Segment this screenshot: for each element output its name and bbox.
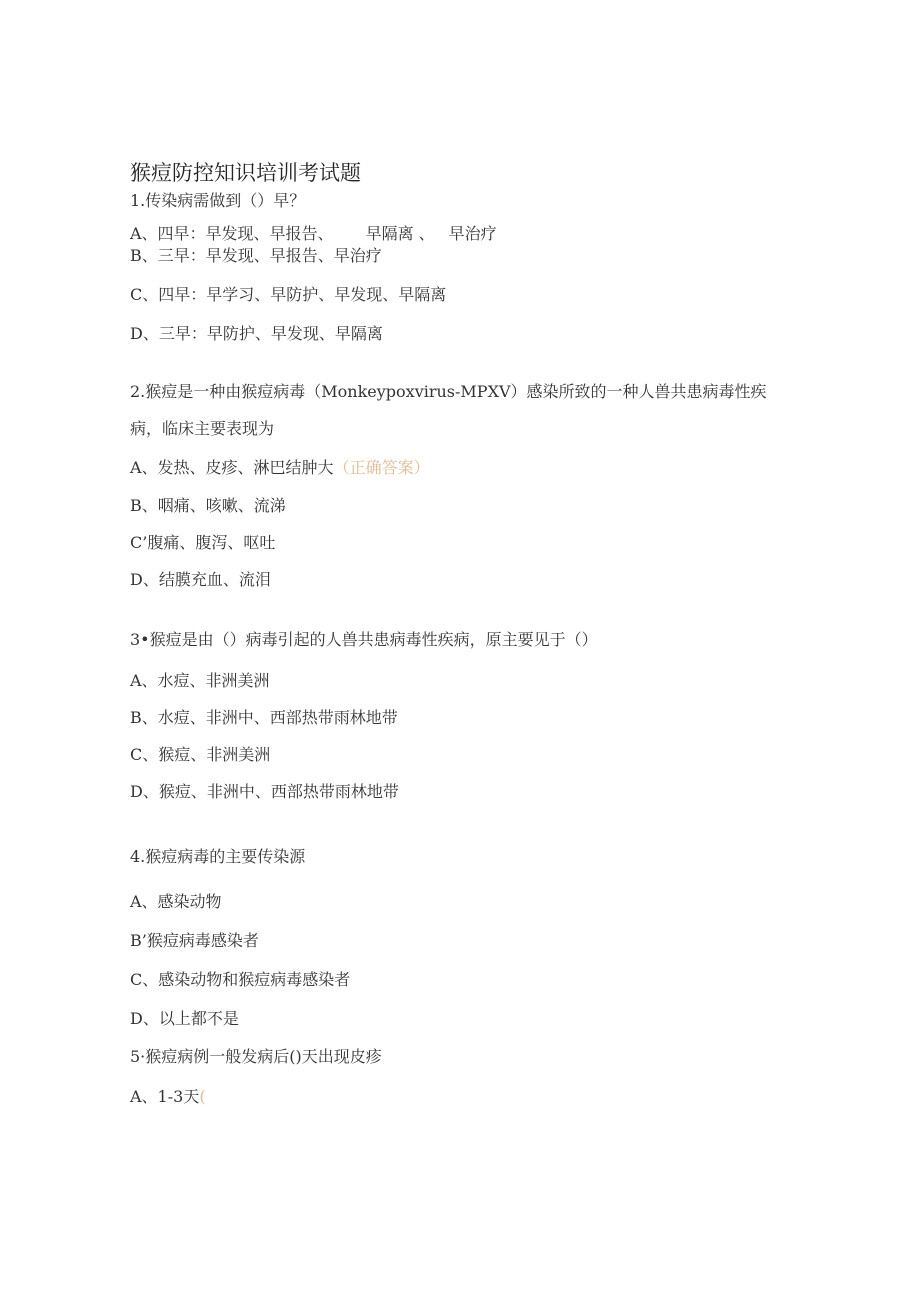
- question-4-option-c: C、感染动物和猴痘病毒感染者: [130, 970, 351, 989]
- page-title: 猴痘防控知识培训考试题: [130, 161, 361, 185]
- question-3-option-a: A、水痘、非洲美洲: [130, 671, 270, 690]
- correct-answer-mark: （正确答案）: [333, 458, 430, 477]
- question-2-stem-line2: 病，临床主要表现为: [130, 419, 275, 438]
- question-2-option-a: [130, 458, 430, 478]
- question-3-option-d: D、猴痘、非洲中、西部热带雨林地带: [130, 782, 399, 801]
- question-5-option-a: [130, 1087, 206, 1107]
- question-1-option-a: [130, 224, 497, 244]
- question-2-option-b: B、咽痛、咳嗽、流涕: [130, 496, 286, 515]
- option-a-part2: 早隔离 、: [365, 224, 435, 243]
- question-2-stem-line1: 2.猴痘是一种由猴痘病毒（Monkeypoxvirus-MPXV）感染所致的一种人兽共患病毒性疾: [130, 382, 767, 401]
- question-1-option-b: B、三早：早发现、早报告、早治疗: [130, 246, 382, 265]
- option-a-text: A、1-3天: [130, 1087, 200, 1106]
- question-4-option-d: D、以上都不是: [130, 1009, 239, 1028]
- option-a-part1: A、四早：早发现、早报告、: [130, 224, 334, 243]
- question-2-option-d: D、结膜充血、流泪: [130, 570, 271, 589]
- option-a-text: A、发热、皮疹、淋巴结肿大: [130, 458, 334, 477]
- question-3-option-b: B、水痘、非洲中、西部热带雨林地带: [130, 708, 398, 727]
- question-4-stem: 4.猴痘病毒的主要传染源: [130, 847, 306, 866]
- question-4-option-b: B’猴痘病毒感染者: [130, 931, 259, 950]
- answer-mark-partial: (: [199, 1087, 206, 1106]
- question-3-stem: 3•猴痘是由（）病毒引起的人兽共患病毒性疾病，原主要见于（）: [130, 630, 598, 649]
- question-4-option-a: A、感染动物: [130, 892, 222, 911]
- question-2-option-c: C’腹痛、腹泻、呕吐: [130, 533, 276, 552]
- option-a-part3: 早治疗: [448, 224, 497, 243]
- question-5-stem: 5·猴痘病例一般发病后()天出现皮疹: [130, 1047, 382, 1066]
- question-1-option-c: C、四早：早学习、早防护、早发现、早隔离: [130, 285, 447, 304]
- question-3-option-c: C、猴痘、非洲美洲: [130, 745, 271, 764]
- question-1-option-d: D、三早：早防护、早发现、早隔离: [130, 324, 383, 343]
- question-1-stem: 1.传染病需做到（）早？: [130, 191, 306, 210]
